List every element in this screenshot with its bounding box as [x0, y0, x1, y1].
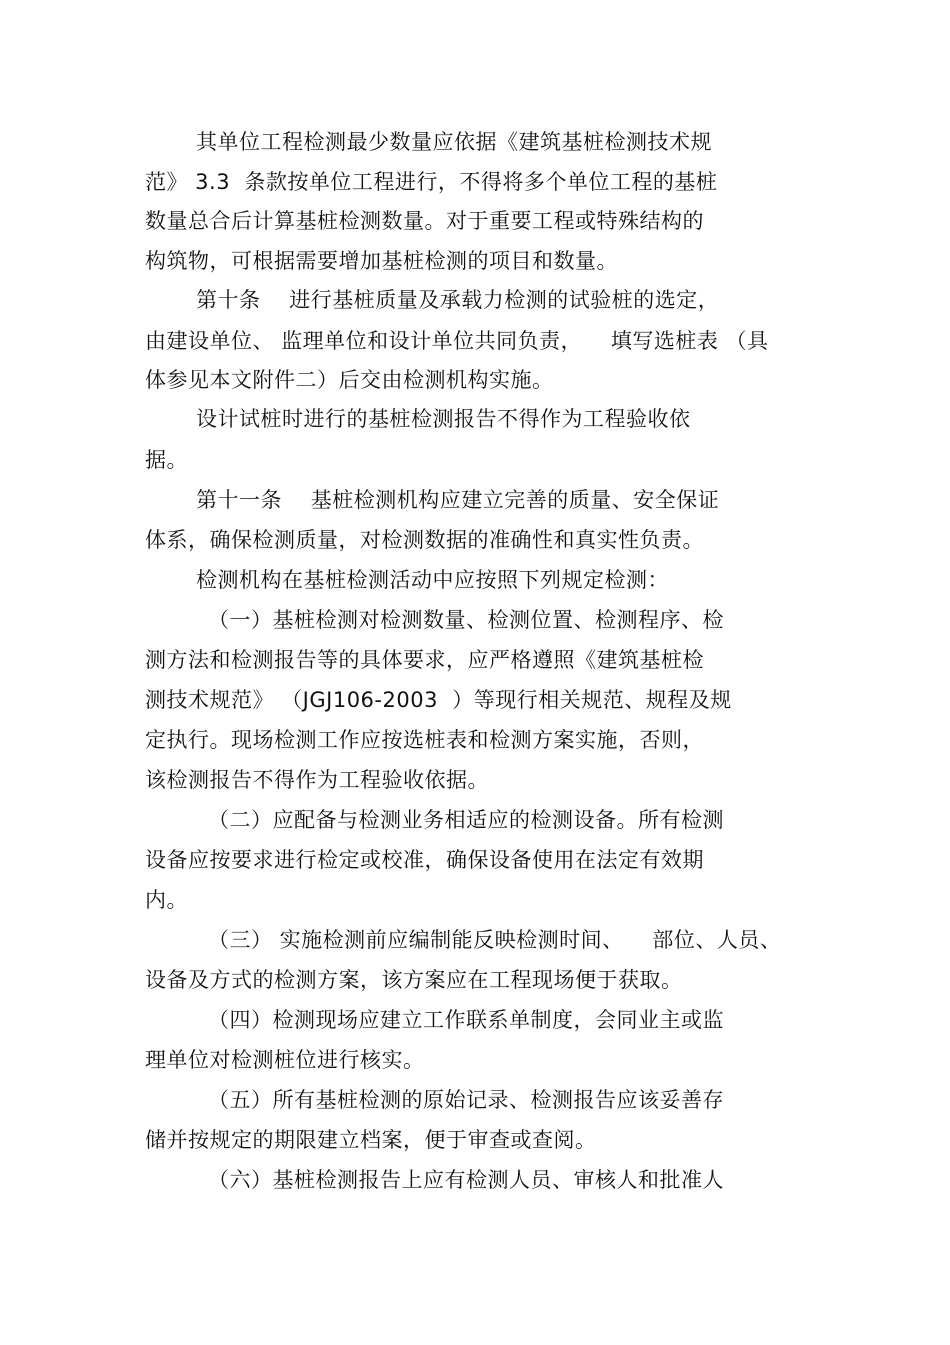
paragraph-line: 体系，确保检测质量，对检测数据的准确性和真实性负责。: [145, 528, 704, 552]
paragraph-line: 储并按规定的期限建立档案，便于审查或查阅。: [145, 1128, 597, 1152]
item-2-line: （二）应配备与检测业务相适应的检测设备。所有检测: [208, 808, 724, 832]
paragraph-line: 由建设单位、 监理单位和设计单位共同负责， 填写选桩表 （具: [145, 329, 769, 353]
paragraph-line: 数量总合后计算基桩检测数量。对于重要工程或特殊结构的: [145, 209, 704, 233]
paragraph-line: 测方法和检测报告等的具体要求，应严格遵照《建筑基桩检: [145, 648, 704, 672]
item-1-line: （一）基桩检测对检测数量、检测位置、检测程序、检: [208, 608, 724, 632]
paragraph-line: 范》 3.3 条款按单位工程进行，不得将多个单位工程的基桩: [145, 170, 718, 194]
article-11-line: 第十一条 基桩检测机构应建立完善的质量、安全保证: [196, 488, 720, 512]
paragraph-line: 定执行。现场检测工作应按选桩表和检测方案实施，否则，: [145, 728, 704, 752]
paragraph-line: 设计试桩时进行的基桩检测报告不得作为工程验收依: [196, 407, 691, 431]
article-10-line: 第十条 进行基桩质量及承载力检测的试验桩的选定，: [196, 288, 720, 312]
paragraph-line: 理单位对检测桩位进行核实。: [145, 1048, 425, 1072]
paragraph-line: 设备及方式的检测方案，该方案应在工程现场便于获取。: [145, 968, 683, 992]
item-5-line: （五）所有基桩检测的原始记录、检测报告应该妥善存: [208, 1088, 724, 1112]
paragraph-line: 检测机构在基桩检测活动中应按照下列规定检测：: [196, 568, 669, 592]
item-6-line: （六）基桩检测报告上应有检测人员、审核人和批准人: [208, 1168, 724, 1192]
paragraph-line: 构筑物，可根据需要增加基桩检测的项目和数量。: [145, 249, 618, 273]
item-4-line: （四）检测现场应建立工作联系单制度，会同业主或监: [208, 1008, 724, 1032]
paragraph-line: 该检测报告不得作为工程验收依据。: [145, 768, 489, 792]
paragraph-line: 其单位工程检测最少数量应依据《建筑基桩检测技术规: [196, 130, 712, 154]
paragraph-line: 内。: [145, 888, 188, 912]
paragraph-line: 设备应按要求进行检定或校准，确保设备使用在法定有效期: [145, 848, 704, 872]
paragraph-line: 据。: [145, 448, 188, 472]
item-3-line: （三） 实施检测前应编制能反映检测时间、 部位、人员、: [208, 928, 782, 952]
paragraph-line: 测技术规范》 （JGJ106-2003 ）等现行相关规范、规程及规: [145, 688, 732, 712]
paragraph-line: 体参见本文附件二）后交由检测机构实施。: [145, 368, 554, 392]
